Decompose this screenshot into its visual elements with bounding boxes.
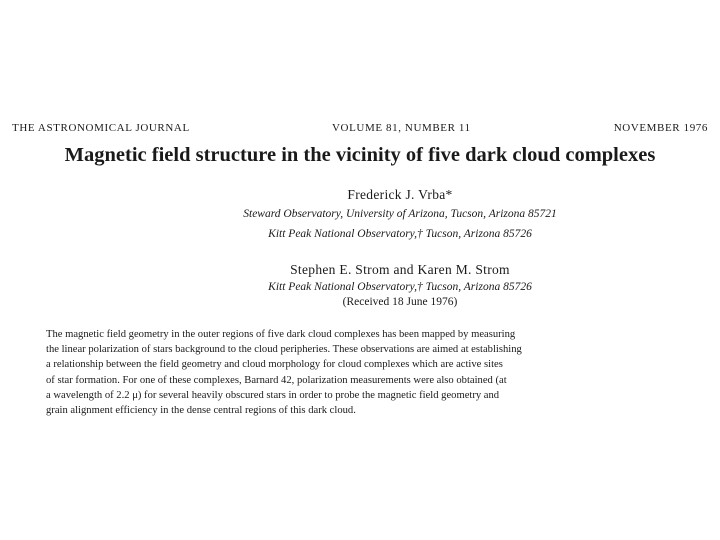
author-affiliation: Steward Observatory, University of Arizona, Tucson, Arizona 85721 [243, 208, 557, 220]
author-affiliation: Kitt Peak National Observatory,† Tucson, Arizona 85726 [268, 228, 532, 240]
volume-number: VOLUME 81, NUMBER 11 [332, 122, 471, 134]
received-date: (Received 18 June 1976) [342, 296, 458, 308]
paper-title: Magnetic field structure in the vicinity of five dark cloud complexes [64, 144, 656, 166]
abstract-line: grain alignment efficiency in the dense central regions of this dark cloud. [46, 405, 356, 417]
journal-name: THE ASTRONOMICAL JOURNAL [12, 122, 190, 134]
abstract-line: of star formation. For one of these complexes, Barnard 42, polarization measurements were also obtained (at [46, 374, 507, 386]
abstract [46, 327, 706, 418]
author-affiliation: Kitt Peak National Observatory,† Tucson, Arizona 85726 [268, 281, 532, 293]
issue-date: NOVEMBER 1976 [613, 122, 708, 134]
abstract-line: a wavelength of 2.2 μ) for several heavily obscured stars in order to probe the magnetic field geometry and [46, 389, 500, 401]
author-name: Frederick J. Vrba* [347, 187, 453, 202]
author-name: Stephen E. Strom and Karen M. Strom [290, 262, 510, 277]
journal-header [12, 122, 708, 138]
abstract-line: the linear polarization of stars background to the cloud peripheries. These observations are aimed at establishing [46, 344, 522, 356]
abstract-line: a relationship between the field geometry and cloud morphology for cloud complexes which are active sites [46, 359, 503, 371]
abstract-line: The magnetic field geometry in the outer regions of five dark cloud complexes has been mapped by measuring [46, 329, 516, 340]
